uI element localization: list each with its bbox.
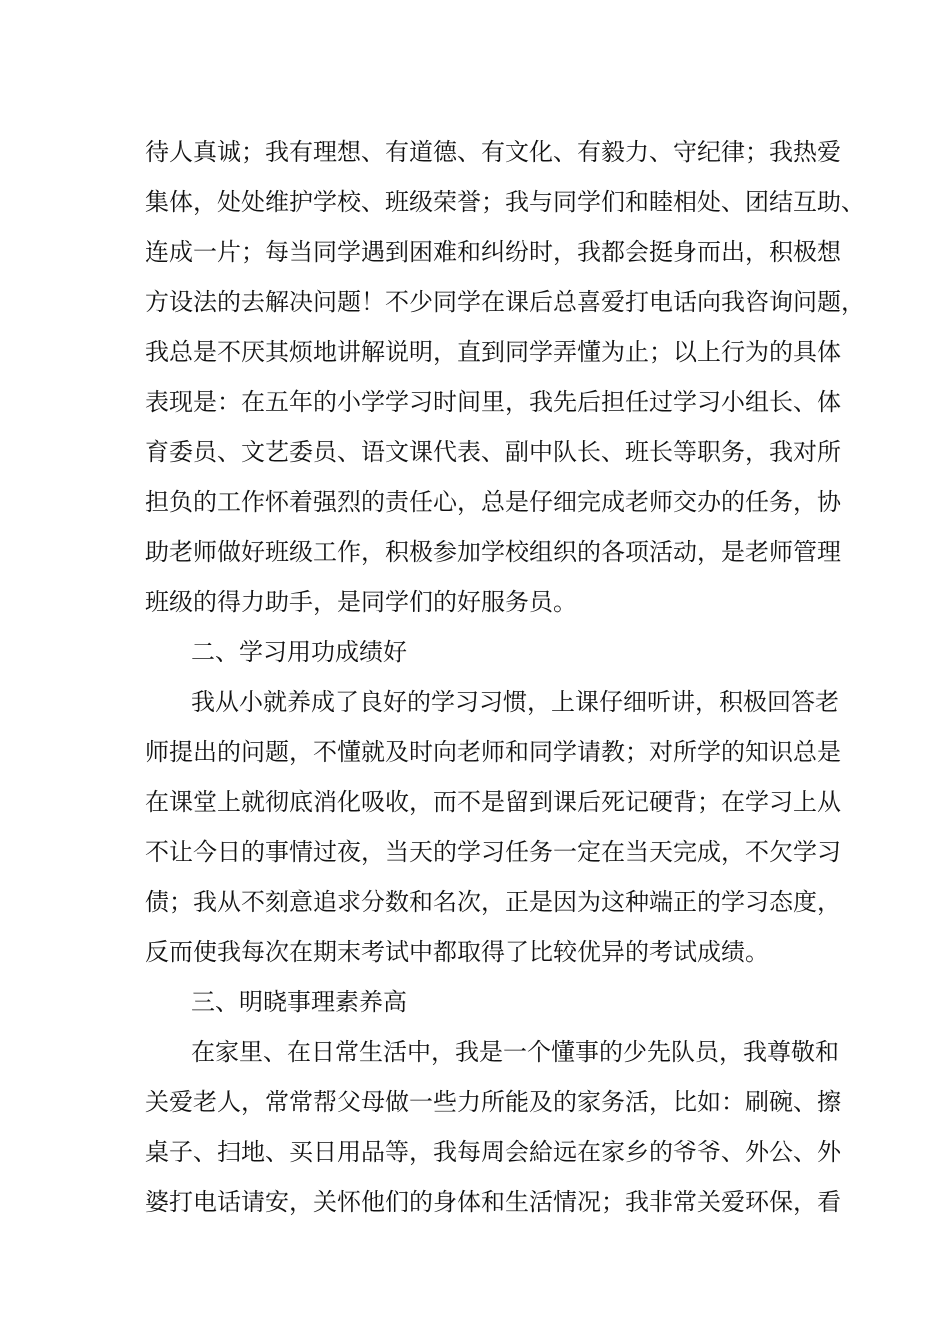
body-text-line: 助老师做好班级工作，积极参加学校组织的各项活动，是老师管理 xyxy=(145,538,841,566)
body-text-line: 集体，处处维护学校、班级荣誉；我与同学们和睦相处、团结互助、 xyxy=(145,188,865,216)
body-text-line: 班级的得力助手，是同学们的好服务员。 xyxy=(145,588,577,616)
body-text-line: 连成一片；每当同学遇到困难和纠纷时，我都会挺身而出，积极想 xyxy=(145,238,841,266)
body-text-line: 担负的工作怀着强烈的责任心，总是仔细完成老师交办的任务，协 xyxy=(145,488,841,516)
body-text-line: 师提出的问题，不懂就及时向老师和同学请教；对所学的知识总是 xyxy=(145,738,841,766)
paragraph-first-line: 在家里、在日常生活中，我是一个懂事的少先队员，我尊敬和 xyxy=(191,1038,839,1066)
body-text-line: 关爱老人，常常帮父母做一些力所能及的家务活，比如：刷碗、擦 xyxy=(145,1088,841,1116)
body-text-line: 不让今日的事情过夜，当天的学习任务一定在当天完成，不欠学习 xyxy=(145,838,841,866)
body-text-line: 待人真诚；我有理想、有道德、有文化、有毅力、守纪律；我热爱 xyxy=(145,138,841,166)
body-text-line: 在课堂上就彻底消化吸收，而不是留到课后死记硬背；在学习上从 xyxy=(145,788,841,816)
paragraph-first-line: 我从小就养成了良好的学习习惯，上课仔细听讲，积极回答老 xyxy=(191,688,839,716)
body-text-line: 方设法的去解决问题！不少同学在课后总喜爱打电话向我咨询问题， xyxy=(145,288,865,316)
body-text-line: 债；我从不刻意追求分数和名次，正是因为这种端正的学习态度， xyxy=(145,888,841,916)
section-heading: 三、明晓事理素养高 xyxy=(191,988,407,1016)
document-body xyxy=(145,127,865,1227)
body-text-line: 表现是：在五年的小学学习时间里，我先后担任过学习小组长、体 xyxy=(145,388,841,416)
body-text-line: 桌子、扫地、买日用品等，我每周会給远在家乡的爷爷、外公、外 xyxy=(145,1138,841,1166)
body-text-line: 我总是不厌其烦地讲解说明，直到同学弄懂为止；以上行为的具体 xyxy=(145,338,841,366)
body-text-line: 反而使我每次在期末考试中都取得了比较优异的考试成绩。 xyxy=(145,938,769,966)
body-text-line: 婆打电话请安，关怀他们的身体和生活情况；我非常关爱环保，看 xyxy=(145,1188,841,1216)
body-text-line: 育委员、文艺委员、语文课代表、副中队长、班长等职务，我对所 xyxy=(145,438,841,466)
section-heading: 二、学习用功成绩好 xyxy=(191,638,407,666)
